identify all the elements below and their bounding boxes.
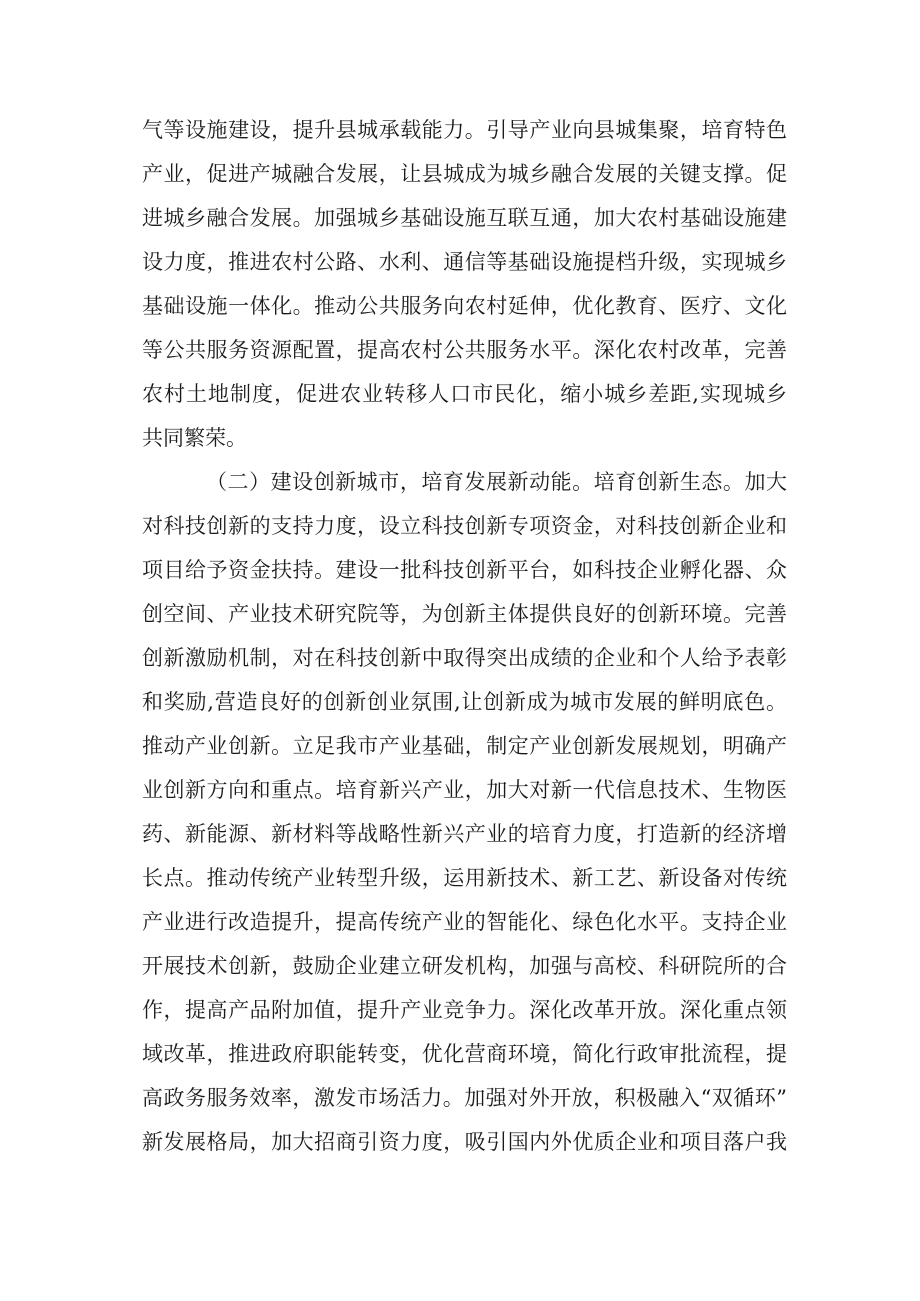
section-heading-line: （二）建设创新城市，培育发展新动能。培育创新生态。加大: [206, 470, 787, 494]
text-line: 产业进行改造提升，提高传统产业的智能化、绿色化水平。支持企业: [142, 910, 787, 934]
text-line: 产业，促进产城融合发展，让县城成为城乡融合发展的关键支撑。促: [142, 162, 787, 186]
text-line: 进城乡融合发展。加强城乡基础设施互联互通，加大农村基础设施建: [142, 206, 787, 230]
text-line: 设力度，推进农村公路、水利、通信等基础设施提档升级，实现城乡: [142, 250, 787, 274]
text-line: 作，提高产品附加值，提升产业竞争力。深化改革开放。深化重点领: [142, 998, 787, 1022]
text-line: 对科技创新的支持力度，设立科技创新专项资金，对科技创新企业和: [142, 514, 787, 538]
text-line: 农村土地制度，促进农业转移人口市民化，缩小城乡差距,实现城乡: [142, 382, 787, 406]
text-line: 气等设施建设，提升县城承载能力。引导产业向县城集聚，培育特色: [142, 118, 787, 142]
text-line: 药、新能源、新材料等战略性新兴产业的培育力度，打造新的经济增: [142, 822, 787, 846]
body-text: [142, 108, 787, 1164]
text-line: 等公共服务资源配置，提高农村公共服务水平。深化农村改革，完善: [142, 338, 787, 362]
text-line: 创空间、产业技术研究院等，为创新主体提供良好的创新环境。完善: [142, 602, 787, 626]
text-line: 和奖励,营造良好的创新创业氛围,让创新成为城市发展的鲜明底色。: [142, 690, 787, 714]
text-line: 新发展格局，加大招商引资力度，吸引国内外优质企业和项目落户我: [142, 1130, 787, 1154]
text-line: 高政务服务效率，激发市场活力。加强对外开放，积极融入“双循环”: [142, 1086, 787, 1110]
text-line: 创新激励机制，对在科技创新中取得突出成绩的企业和个人给予表彰: [142, 646, 787, 670]
text-line: 域改革，推进政府职能转变，优化营商环境，简化行政审批流程，提: [142, 1042, 787, 1066]
text-line: 业创新方向和重点。培育新兴产业，加大对新一代信息技术、生物医: [142, 778, 787, 802]
text-line: 推动产业创新。立足我市产业基础，制定产业创新发展规划，明确产: [142, 734, 787, 758]
text-line: 长点。推动传统产业转型升级，运用新技术、新工艺、新设备对传统: [142, 866, 787, 890]
text-line: 项目给予资金扶持。建设一批科技创新平台，如科技企业孵化器、众: [142, 558, 787, 582]
text-line: 基础设施一体化。推动公共服务向农村延伸，优化教育、医疗、文化: [142, 294, 787, 318]
text-line: 开展技术创新，鼓励企业建立研发机构，加强与高校、科研院所的合: [142, 954, 787, 978]
text-line: 共同繁荣。: [142, 426, 247, 450]
